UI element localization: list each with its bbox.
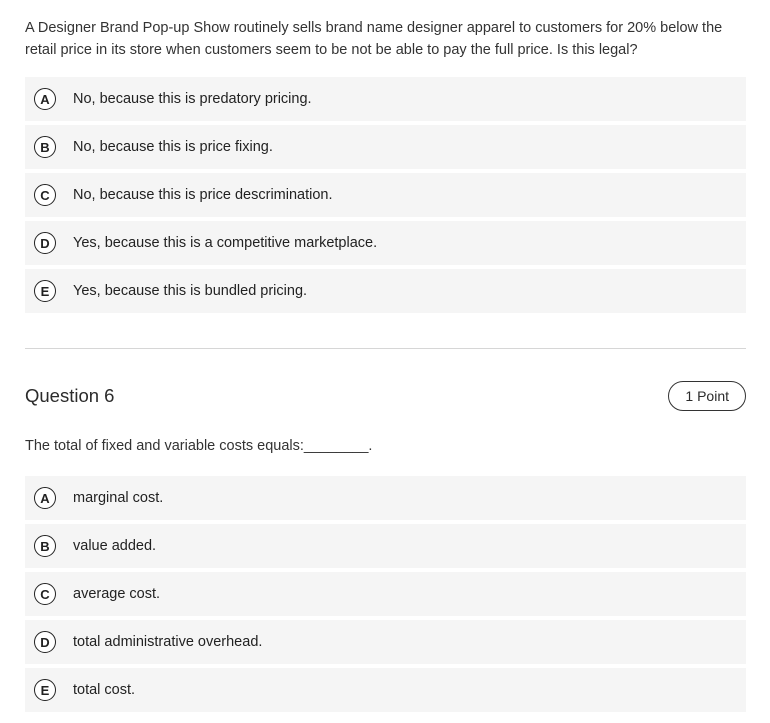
q5-option-a[interactable] [25, 77, 746, 121]
option-letter-badge: C [34, 583, 56, 605]
question-5-text: A Designer Brand Pop-up Show routinely sells brand name designer apparel to customers for 20% below the retail price in its store when customers seem to be not be able to pay the full price. Is this legal? [25, 20, 723, 58]
q5-option-d[interactable] [25, 221, 746, 265]
option-label: total administrative overhead. [73, 634, 263, 650]
q6-option-d[interactable] [25, 620, 746, 664]
q5-option-c[interactable] [25, 173, 746, 217]
option-label: total cost. [73, 682, 136, 698]
question-6-text: The total of fixed and variable costs equals:________. [25, 438, 373, 454]
question-divider [25, 348, 746, 349]
option-letter-badge: B [34, 136, 56, 158]
option-letter-badge: E [34, 280, 56, 302]
question-6-options [25, 476, 746, 716]
option-label: Yes, because this is a competitive marketplace. [73, 235, 378, 251]
option-label: average cost. [73, 586, 161, 602]
q5-option-b[interactable] [25, 125, 746, 169]
option-letter-badge: A [34, 487, 56, 509]
option-letter-badge: D [34, 631, 56, 653]
q6-option-a[interactable] [25, 476, 746, 520]
option-letter-badge: B [34, 535, 56, 557]
points-badge: 1 Point [668, 381, 746, 411]
question-6-header [25, 380, 746, 412]
option-letter-badge: C [34, 184, 56, 206]
option-label: No, because this is predatory pricing. [73, 91, 312, 107]
option-letter-badge: D [34, 232, 56, 254]
option-label: value added. [73, 538, 157, 554]
option-label: No, because this is price fixing. [73, 139, 273, 155]
q6-option-b[interactable] [25, 524, 746, 568]
question-6-title: Question 6 [25, 385, 115, 406]
quiz-content [25, 0, 746, 716]
option-letter-badge: E [34, 679, 56, 701]
q5-option-e[interactable] [25, 269, 746, 313]
option-label: No, because this is price descrimination. [73, 187, 333, 203]
q6-option-e[interactable] [25, 668, 746, 712]
question-5-options [25, 77, 746, 317]
option-label: marginal cost. [73, 490, 164, 506]
q6-option-c[interactable] [25, 572, 746, 616]
option-label: Yes, because this is bundled pricing. [73, 283, 308, 299]
option-letter-badge: A [34, 88, 56, 110]
